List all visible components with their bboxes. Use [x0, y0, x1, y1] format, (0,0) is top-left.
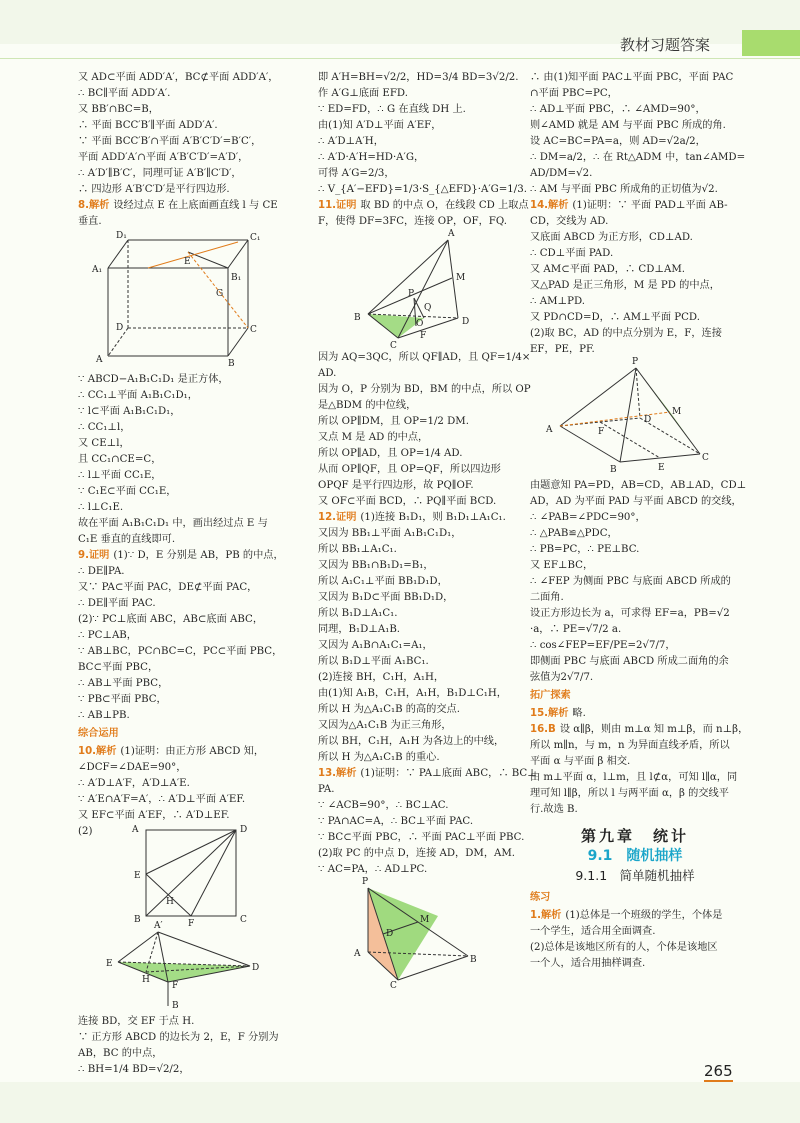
tetra11-label: M [456, 273, 466, 283]
text-line: 设 AC=BC=PA=a，则 AD=√2a/2， [530, 136, 706, 147]
text-line: PA. [318, 784, 335, 795]
tetra13-label: B [470, 955, 477, 965]
text-line: ∵ C₁E⊂平面 CC₁E， [78, 486, 177, 497]
text-line: 理可知 l∥β，所以 l 与两平面 α，β 的交线平 [530, 788, 729, 799]
text-line: 则∠AMD 就是 AM 与平面 PBC 所成的角. [530, 120, 726, 131]
pyramid14-label: M [672, 407, 682, 417]
text-line: 即 A′H=BH=√2/2，HD=3/4 BD=3√2/2. [318, 72, 519, 83]
pyramid14-label: E [658, 463, 665, 473]
cube-figure [88, 231, 288, 369]
text-line: 又△PAD 是正三角形，M 是 PD 的中点， [530, 280, 720, 291]
fold-figure [88, 921, 288, 1011]
pyramid14-diagram [540, 362, 710, 474]
text-line: 又 OF⊂平面 BCD，∴ PQ∥平面 BCD. [318, 496, 497, 507]
text-line: ∴ l⊥C₁E. [78, 502, 124, 513]
text-line: ∵ l⊂平面 A₁B₁C₁D₁， [78, 406, 181, 417]
tetra11-label: D [462, 317, 470, 327]
text-line: ∴ DM=a/2，∴ 在 Rt△ADM 中，tan∠AMD= [530, 152, 746, 163]
problem-9: 9.证明 (1)∵ D，E 分别是 AB，PB 的中点， [78, 550, 284, 561]
tetra11-label: A [448, 229, 455, 239]
text-line: ∴ DE∥PA. [78, 566, 125, 577]
page-number: 265 [704, 1062, 733, 1080]
text-line: ∵ 平面 BCC′B′∩平面 A′B′C′D′=B′C′， [78, 136, 262, 147]
text-line: (2)总体是该地区所有的人，个体是该地区 [530, 942, 718, 953]
text-line: EF，PE，PF. [530, 344, 595, 355]
subsection-title: 9.1.1 简单随机抽样 [575, 868, 695, 883]
text-line: 故在平面 A₁B₁C₁D₁ 中，画出经过点 E 与 [78, 518, 268, 529]
text-line: AD/DM=√2. [530, 168, 593, 179]
text-line: ∴ A′D′∥B′C′，同理可证 A′B′∥C′D′， [78, 168, 242, 179]
pyramid14-label: P [632, 357, 639, 367]
text-line: 所以 m∥n，与 m，n 为异面直线矛盾，所以 [530, 740, 730, 751]
fold-label: A′ [154, 921, 163, 931]
text-line: ∴ 平面 BCC′B′∥平面 ADD′A′. [78, 120, 218, 131]
cube-label: B₁ [231, 273, 242, 283]
text-line: C₁E 垂直的直线即可. [78, 534, 176, 545]
text-line: 一个人，适合用抽样调查. [530, 958, 646, 969]
header-tab [742, 30, 800, 56]
text-line: 又因为 A₁B∩A₁C₁=A₁， [318, 640, 433, 651]
fold-label: E [106, 959, 113, 969]
text-line: ∩平面 PBC=PC， [530, 88, 618, 99]
square-label: B [134, 915, 141, 925]
text-line: ∵ AB⊥BC，PC∩BC=C，PC⊂平面 PBC， [78, 646, 283, 657]
text-line: ∴ AM⊥PD. [530, 296, 585, 307]
problem-12: 12.证明 (1)连接 B₁D₁，则 B₁D₁⊥A₁C₁. [318, 512, 506, 523]
text-line: 平面 ADD′A′∩平面 A′B′C′D′=A′D′， [78, 152, 249, 163]
text-line: ∵ ∠ACB=90°，∴ BC⊥AC. [318, 800, 449, 811]
text-line: 又因为 B₁D⊂平面 BB₁D₁D， [318, 592, 454, 603]
text-line: 因为 O，P 分别为 BD，BM 的中点，所以 OP [318, 384, 531, 395]
square-label: C [240, 915, 247, 925]
text-line: ∴ BC∥平面 ADD′A′. [78, 88, 171, 99]
text-line: 从而 OP∥QF，且 OP=QF，所以四边形 [318, 464, 501, 475]
text-line: 所以 OP∥AD，且 OP=1/4 AD. [318, 448, 463, 459]
tetra13-figure [328, 877, 518, 991]
text-line: 平面 α 与平面 β 相交. [530, 756, 631, 767]
text-line: 连接 BD，交 EF 于点 H. [78, 1016, 195, 1027]
text-line: 又 BB′∩BC=B， [78, 104, 159, 115]
tetra13-label: D [386, 929, 394, 939]
text-line: ∵ BC⊂平面 PBC，∴ 平面 PAC⊥平面 PBC. [318, 832, 525, 843]
col2-block-a [318, 70, 527, 198]
text-line: 弦值为2√7/7. [530, 672, 594, 683]
text-line: 可得 A′G=2/3， [318, 168, 395, 179]
text-line: 二面角. [530, 592, 564, 603]
square-label: D [240, 825, 248, 835]
exercise-label: 练习 [530, 892, 551, 903]
tetra13-label: M [420, 915, 430, 925]
text-line: 且 CC₁∩CE=C， [78, 454, 162, 465]
pyramid14-label: D [644, 415, 652, 425]
text-line: ∴ l⊥平面 CC₁E， [78, 470, 162, 481]
pyramid14-figure [540, 357, 740, 475]
text-line: 又∵ PA⊂平面 PAC，DE⊄平面 PAC， [78, 582, 258, 593]
text-line: 又 EF⊂平面 A′EF，∴ A′D⊥EF. [78, 810, 230, 821]
text-line: 所以 H 为△A₁C₁B 的重心. [318, 752, 440, 763]
cube-label: D₁ [116, 231, 127, 241]
text-line: ∴ ∠FEP 为侧面 PBC 与底面 ABCD 所成的 [530, 576, 731, 587]
text-line: BC⊂平面 PBC， [78, 662, 159, 673]
section-label-integrated: 综合运用 [78, 728, 119, 739]
tetra11-label: F [420, 331, 427, 341]
text-line: ∴ AD⊥平面 PBC，∴ ∠AMD=90°， [530, 104, 706, 115]
footer-band [0, 1082, 800, 1123]
text-line: ∴ A′D·A′H=HD·A′G， [318, 152, 425, 163]
square-label: F [188, 919, 195, 929]
text-line: ∵ PB⊂平面 PBC， [78, 694, 167, 705]
text-line: ∵ ED=FD，∴ G 在直线 DH 上. [318, 104, 466, 115]
text-line: OPQF 是平行四边形，故 PQ∥OF. [318, 480, 474, 491]
text-line: 即侧面 PBC 与底面 ABCD 所成二面角的余 [530, 656, 729, 667]
tetra13-diagram [328, 882, 478, 986]
text-line: 由(1)知 A′D⊥平面 A′EF， [318, 120, 442, 131]
problem-14: 14.解析 (1)证明：∵ 平面 PAD⊥平面 AB- [530, 200, 728, 211]
text-line: 又 CE⊥l， [78, 438, 130, 449]
fold-label: D [252, 963, 260, 973]
column-1: 又 AD⊂平面 ADD′A′，BC⊄平面 ADD′A′， ∴ BC∥平面 ADD′A′. 又 BB′∩BC=B， ∴ 平面 BCC′B′∥平面 ADD′A′. ∵ 平面 BCC′B′∩平面 A′B′C′D′=B′C′， 平面 ADD′A′∩平面 A′B′C′D′=A′D′， ∴ A′D′∥B′C′，同理可证 A′B′∥C′D′， ∴ 四边形 A′B′C′D′是平行四边形. 8.解析 设经过点 E 在上底面画直线 l 与 CE 垂直. D₁ C₁ A₁ B₁ E G D C A B ∵ ABCD−A₁B₁C₁D₁ 是正方体， ∴ CC₁⊥平面 A₁B₁C₁D₁， ∵ l⊂平面 A₁B₁C₁D₁， ∴ CC₁⊥l， 又 CE⊥l， 且 CC₁∩CE=C， ∴ l⊥平面 CC₁E， ∵ C₁E⊂平面 CC₁E， ∴ l⊥C₁E. 故在平面 A₁B₁C₁D₁ 中，画出经过点 E 与 C₁E 垂直的直线即可. 9.证明 (1)∵ D，E 分别是 AB，PB 的中点， ∴ DE∥PA. 又∵ PA⊂平面 PAC，DE⊄平面 PAC， ∴ DE∥平面 PAC. (2)∵ PC⊥底面 ABC，AB⊂底面 ABC， ∴ PC⊥AB， ∵ AB⊥BC，PC∩BC=C，PC⊂平面 PBC， BC⊂平面 PBC， ∴ AB⊥平面 PBC， ∵ PB⊂平面 PBC， ∴ AB⊥PB. 综合运用 10.解析 (1)证明：由正方形 ABCD 知， ∠DCF=∠DAE=90°， ∴ A′D⊥A′F，A′D⊥A′E. ∵ A′E∩A′F=A′，∴ A′D⊥平面 A′EF. 又 EF⊂平面 A′EF，∴ A′D⊥EF. (2) A D E H B F C A′ E H D F B 连接 BD，交 EF 于点 H. ∵ 正方形 ABCD 的边长为 2，E，F 分别为 AB，BC 的中点， ∴ BH=1/4 BD=√2/2， [78, 70, 288, 1078]
text-line: 所以 B₁D⊥A₁C₁. [318, 608, 398, 619]
col3-block-d [530, 738, 740, 818]
text-line: 是△BDM 的中位线， [318, 400, 417, 411]
problem-15: 15.解析 略. [530, 708, 586, 719]
text-line: 作 A′G⊥底面 EFD. [318, 88, 408, 99]
problem-8: 8.解析 设经过点 E 在上底面画直线 l 与 CE [78, 200, 278, 211]
text-line: 行.故选 B. [530, 804, 578, 815]
tetra11-label: B [354, 313, 361, 323]
text-line: 所以 B₁D⊥平面 A₁BC₁. [318, 656, 429, 667]
text-line: ∴ 由(1)知平面 PAC⊥平面 PBC，平面 PAC [530, 72, 734, 83]
text-line: (2)取 BC，AD 的中点分别为 E，F，连接 [530, 328, 722, 339]
cube-label: D [116, 323, 124, 333]
col2-block-d [318, 782, 525, 878]
problem-10: 10.解析 (1)证明：由正方形 ABCD 知， [78, 746, 265, 757]
text-line: (2)连接 BH，C₁H，A₁H， [318, 672, 445, 683]
text-line: 又 AM⊂平面 PAD，∴ CD⊥AM. [530, 264, 685, 275]
text-line: ·a，∴ PE=√7/2 a. [530, 624, 622, 635]
text-line: AD，AD 为平面 PAD 与平面 ABCD 的交线， [530, 496, 742, 507]
square-figure [88, 825, 288, 929]
text-line: ∵ 正方形 ABCD 的边长为 2，E，F 分别为 [78, 1032, 279, 1043]
col3-block-e [530, 924, 740, 972]
col3-block-b [530, 214, 740, 358]
text-line: ∴ A′D⊥A′H， [318, 136, 384, 147]
text-line: 又因为 BB₁∩B₁D₁=B₁， [318, 560, 434, 571]
text-line: 同理，B₁D⊥A₁B. [318, 624, 401, 635]
tetra11-figure [328, 229, 518, 351]
text-line: ∴ AB⊥平面 PBC， [78, 678, 169, 689]
col2-block-b [318, 350, 531, 510]
column-2: 即 A′H=BH=√2/2，HD=3/4 BD=3√2/2. 作 A′G⊥底面 EFD. ∵ ED=FD，∴ G 在直线 DH 上. 由(1)知 A′D⊥平面 A′EF， ∴ A′D⊥A′H， ∴ A′D·A′H=HD·A′G， 可得 A′G=2/3， ∴ V_{A′−EFD}=1/3·S_{△EFD}·A′G=1/3. 11.证明 取 BD 的中点 O，在线段 CD 上取点 F，使得 DF=3FC，连接 OP，OF，FQ. A M P Q B O D F C 因为 AQ=3QC，所以 QF∥AD，且 QF=1/4× AD. 因为 O，P 分别为 BD，BM 的中点，所以 OP 是△BDM 的中位线， 所以 OP∥DM，且 OP=1/2 DM. 又点 M 是 AD 的中点， 所以 OP∥AD，且 OP=1/4 AD. 从而 OP∥QF，且 OP=QF，所以四边形 OPQF 是平行四边形，故 PQ∥OF. 又 OF⊂平面 BCD，∴ PQ∥平面 BCD. 12.证明 (1)连接 B₁D₁，则 B₁D₁⊥A₁C₁. 又因为 BB₁⊥平面 A₁B₁C₁D₁， 所以 BB₁⊥A₁C₁. 又因为 BB₁∩B₁D₁=B₁， 所以 A₁C₁⊥平面 BB₁D₁D， 又因为 B₁D⊂平面 BB₁D₁D， 所以 B₁D⊥A₁C₁. 同理，B₁D⊥A₁B. 又因为 A₁B∩A₁C₁=A₁， 所以 B₁D⊥平面 A₁BC₁. (2)连接 BH，C₁H，A₁H， 由(1)知 A₁B，C₁H，A₁H，B₁D⊥C₁H， 所以 H 为△A₁C₁B 的高的交点. 又因为△A₁C₁B 为正三角形， 所以 BH，C₁H，A₁H 为各边上的中线， 所以 H 为△A₁C₁B 的重心. 13.解析 (1)证明：∵ PA⊥底面 ABC，∴ BC⊥ PA. ∵ ∠ACB=90°，∴ BC⊥AC. ∵ PA∩AC=A，∴ BC⊥平面 PAC. ∵ BC⊂平面 PBC，∴ 平面 PAC⊥平面 PBC. (2)取 PC 的中点 D，连接 AD，DM，AM. ∵ AC=PA，∴ AD⊥PC. P M D A B C [318, 70, 518, 990]
section-title: 9.1 随机抽样 [587, 848, 683, 864]
problem-13: 13.解析 (1)证明：∵ PA⊥底面 ABC，∴ BC⊥ [318, 768, 537, 779]
text-line: 所以 BH，C₁H，A₁H 为各边上的中线， [318, 736, 505, 747]
text-line: ∴ cos∠FEP=EF/PE=2√7/7， [530, 640, 676, 651]
text-line: 又因为 BB₁⊥平面 A₁B₁C₁D₁， [318, 528, 462, 539]
text-line: ∴ 四边形 A′B′C′D′是平行四边形. [78, 184, 230, 195]
fold-label: B [172, 1001, 179, 1011]
col3-block-c [530, 478, 747, 686]
square-label: A [132, 825, 139, 835]
text-line: 所以 BB₁⊥A₁C₁. [318, 544, 397, 555]
cube-label: E [184, 257, 191, 267]
tetra13-label: P [362, 877, 369, 887]
chapter-title: 第九章 统计 [580, 827, 689, 845]
text-line: ∵ ABCD−A₁B₁C₁D₁ 是正方体， [78, 374, 229, 385]
text-line: ∴ AM 与平面 PBC 所成角的正切值为√2. [530, 184, 718, 195]
cube-label: B [228, 359, 235, 369]
col1-block-d [78, 760, 288, 824]
column-3 [530, 70, 749, 972]
text-line: 又 PD∩CD=D，∴ AM⊥平面 PCD. [530, 312, 700, 323]
col1-block-c [78, 564, 288, 724]
text-line: AD. [318, 368, 337, 379]
text-line: ∴ DE∥平面 PAC. [78, 598, 156, 609]
cube-label: C₁ [250, 233, 261, 243]
text-line: 又点 M 是 AD 的中点， [318, 432, 429, 443]
text-line: ∠DCF=∠DAE=90°， [78, 762, 187, 773]
text-line: 设正方形边长为 a，可求得 EF=a，PB=√2 [530, 608, 730, 619]
cube-label: A₁ [92, 265, 103, 275]
fold-label: H [142, 975, 150, 985]
cube-label: A [96, 355, 103, 365]
text-line: ∵ PA∩AC=A，∴ BC⊥平面 PAC. [318, 816, 474, 827]
square-label: E [134, 871, 141, 881]
cube-label: C [250, 325, 257, 335]
text-line: 所以 A₁C₁⊥平面 BB₁D₁D， [318, 576, 448, 587]
text-line: ∴ △PAB≌△PDC， [530, 528, 618, 539]
text-line: ∴ ∠PAB=∠PDC=90°， [530, 512, 646, 523]
col1-block-a [78, 70, 288, 198]
text-line: 由题意知 PA=PD，AB=CD，AB⊥AD，CD⊥ [530, 480, 747, 491]
square-label: H [166, 897, 174, 907]
text-line: 又因为△A₁C₁B 为正三角形， [318, 720, 452, 731]
pyramid14-label: B [610, 465, 617, 475]
text-line: ∴ BH=1/4 BD=√2/2， [78, 1064, 190, 1075]
text-line: 一个学生，适合用全面调查. [530, 926, 656, 937]
text-line: ∴ CD⊥平面 PAD. [530, 248, 614, 259]
text-line: ∴ AB⊥PB. [78, 710, 130, 721]
header-title: 教材习题答案 [620, 36, 711, 54]
tetra11-label: P [408, 289, 415, 299]
text-line: ∴ PB=PC，∴ PE⊥BC. [530, 544, 640, 555]
text-line: 又 EF⊥BC， [530, 560, 594, 571]
text-line: 又底面 ABCD 为正方形，CD⊥AD. [530, 232, 693, 243]
pyramid14-label: A [546, 425, 553, 435]
text-line: CD，交线为 AD. [530, 216, 609, 227]
tetra11-label: O [416, 319, 424, 329]
text-line: 所以 OP∥DM，且 OP=1/2 DM. [318, 416, 469, 427]
text-line: 由(1)知 A₁B，C₁H，A₁H，B₁D⊥C₁H， [318, 688, 507, 699]
text-line: ∴ A′D⊥A′F，A′D⊥A′E. [78, 778, 190, 789]
pyramid14-label: C [702, 453, 709, 463]
tetra11-label: Q [424, 303, 432, 313]
text-line: 因为 AQ=3QC，所以 QF∥AD，且 QF=1/4× [318, 352, 531, 363]
text-line: ∴ V_{A′−EFD}=1/3·S_{△EFD}·A′G=1/3. [318, 184, 527, 195]
text-line: ∴ PC⊥AB， [78, 630, 137, 641]
col2-block-c [318, 526, 518, 766]
header-divider [0, 58, 800, 59]
text-line: (2)取 PC 的中点 D，连接 AD，DM，AM. [318, 848, 516, 859]
pyramid14-label: F [598, 427, 605, 437]
col1-block-e [78, 1014, 288, 1078]
text-line: ∴ CC₁⊥平面 A₁B₁C₁D₁， [78, 390, 198, 401]
text-line: (2)∵ PC⊥底面 ABC，AB⊂底面 ABC， [78, 614, 264, 625]
section-label-explore: 拓广探索 [530, 690, 571, 701]
text-line: ∴ CC₁⊥l， [78, 422, 131, 433]
fold-label: F [172, 981, 179, 991]
text-line: AB，BC 的中点， [78, 1048, 163, 1059]
text-line: ∵ A′E∩A′F=A′，∴ A′D⊥平面 A′EF. [78, 794, 246, 805]
text-line: 所以 H 为△A₁C₁B 的高的交点. [318, 704, 460, 715]
tetra13-label: C [390, 981, 397, 991]
text-line: ∵ AC=PA，∴ AD⊥PC. [318, 864, 428, 875]
problem-16: 16.B 设 α∥β，则由 m⊥α 知 m⊥β，而 n⊥β， [530, 724, 749, 735]
col3-block-a [530, 70, 746, 198]
text-line: 又 AD⊂平面 ADD′A′，BC⊄平面 ADD′A′， [78, 72, 279, 83]
tetra13-label: A [354, 949, 361, 959]
text-line: 由 m⊥平面 α，l⊥m，且 l⊄α，可知 l∥α，同 [530, 772, 738, 783]
problem-1: 1.解析 (1)总体是一个班级的学生，个体是 [530, 910, 723, 921]
col1-block-b [78, 372, 288, 548]
problem-11: 11.证明 取 BD 的中点 O，在线段 CD 上取点 [318, 200, 529, 211]
tetra11-label: C [390, 341, 397, 351]
cube-label: G [216, 289, 224, 299]
